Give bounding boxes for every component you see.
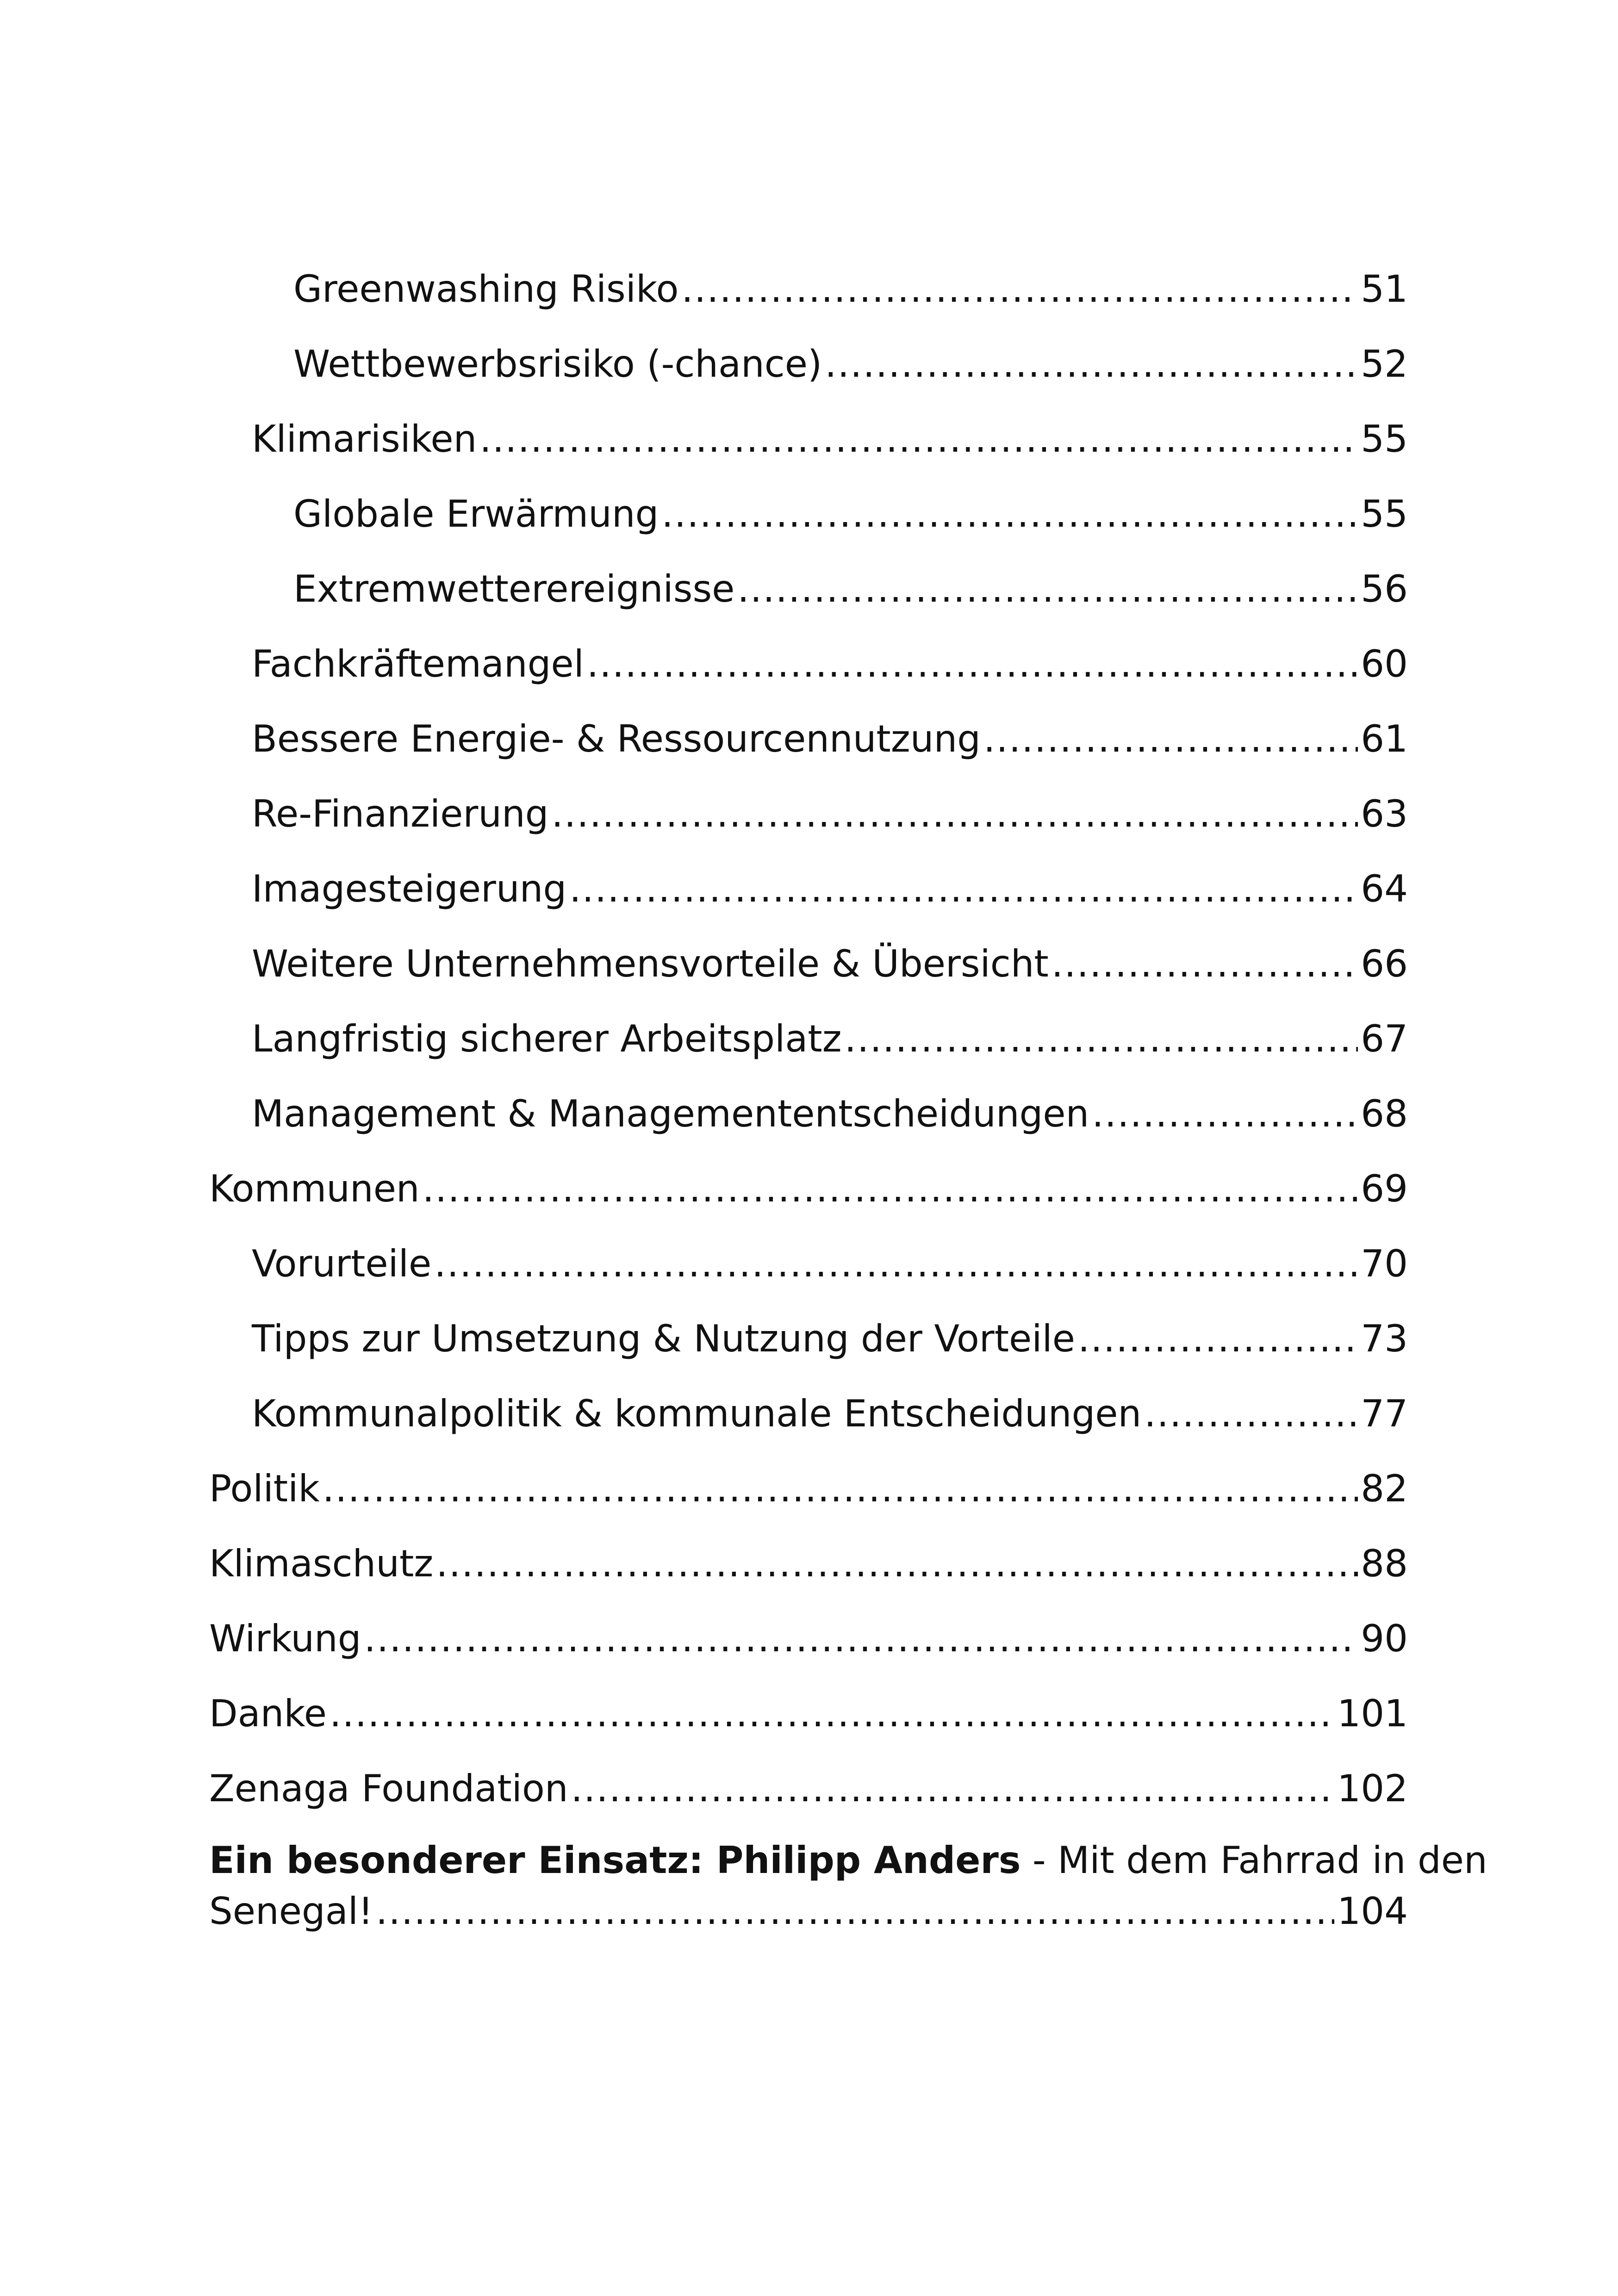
toc-entry — [209, 248, 1408, 311]
toc-entry-title: Danke — [209, 1692, 327, 1735]
toc-entry-title: Extremwetterereignisse — [293, 567, 735, 610]
toc-entry-title: Tipps zur Umsetzung & Nutzung der Vorteile — [252, 1317, 1075, 1360]
toc-leader-dots — [1052, 946, 1358, 983]
toc-leader-dots — [571, 1770, 1335, 1807]
toc-entry-page: 68 — [1361, 1092, 1408, 1135]
toc-entry-page: 104 — [1337, 1890, 1408, 1933]
toc-entry-page: 63 — [1361, 792, 1408, 835]
toc-entry-page: 82 — [1361, 1467, 1408, 1510]
toc-entry-title: Zenaga Foundation — [209, 1767, 568, 1810]
toc-leader-dots — [551, 796, 1358, 833]
toc-entry-page: 67 — [1361, 1017, 1408, 1060]
toc-entry-title: Bessere Energie- & Ressourcennutzung — [252, 717, 981, 760]
toc-entry — [209, 1672, 1408, 1735]
toc-leader-dots — [364, 1620, 1358, 1657]
toc-entry — [209, 1222, 1408, 1285]
toc-entry — [209, 1147, 1408, 1210]
toc-entry-page: 90 — [1361, 1617, 1408, 1660]
toc-entry-title: Management & Managemententscheidungen — [252, 1092, 1089, 1135]
toc-entry — [209, 1522, 1408, 1585]
toc-entry-title: Fachkräftemangel — [252, 642, 584, 685]
toc-leader-dots — [1078, 1320, 1358, 1357]
toc-leader-dots — [423, 1170, 1358, 1207]
toc-entry-page: 69 — [1361, 1167, 1408, 1210]
toc-leader-dots — [825, 346, 1358, 383]
toc-entry-title: Wettbewerbsrisiko (-chance) — [293, 342, 822, 386]
toc-leader-dots — [681, 271, 1358, 308]
toc-entry-page: 51 — [1361, 268, 1408, 311]
toc-entry — [209, 922, 1408, 983]
toc-entry-page: 73 — [1361, 1317, 1408, 1360]
toc-entry-title: Politik — [209, 1467, 320, 1510]
toc-entry-title: Langfristig sicherer Arbeitsplatz — [252, 1017, 842, 1060]
toc-entry — [209, 1372, 1408, 1435]
toc-entry-title: Vorurteile — [252, 1242, 432, 1285]
toc-entry — [209, 1597, 1408, 1660]
toc-entry-page: 56 — [1361, 567, 1408, 610]
toc-entry-final-line-2 — [209, 1879, 1408, 1933]
toc-entry-final-title-cont: Senegal! — [209, 1890, 373, 1933]
toc-leader-dots — [845, 1020, 1358, 1058]
toc-entry — [209, 323, 1408, 386]
toc-entry — [209, 473, 1408, 533]
toc-entry-title: Globale Erwärmung — [293, 492, 659, 535]
toc-entry-page: 70 — [1361, 1242, 1408, 1285]
toc-entry-title: Klimaschutz — [209, 1542, 434, 1585]
toc-entry-page: 88 — [1361, 1542, 1408, 1585]
toc-entry-page: 77 — [1361, 1392, 1408, 1435]
toc-leader-dots — [983, 721, 1358, 758]
toc-leader-dots — [1144, 1395, 1358, 1432]
toc-entry-final-line-1 — [209, 1833, 1487, 1882]
toc-entry-page: 66 — [1361, 942, 1408, 985]
toc-entry-page: 64 — [1361, 867, 1408, 910]
toc-entry-title: Imagesteigerung — [252, 867, 567, 910]
toc-entry-page: 52 — [1361, 342, 1408, 386]
toc-entry — [209, 847, 1408, 908]
toc-entry-title: Weitere Unternehmensvorteile & Übersicht — [252, 942, 1049, 985]
toc-entry — [209, 772, 1408, 833]
toc-entry-final-regular: - Mit dem Fahrrad in den — [1021, 1839, 1487, 1882]
toc-entry-title: Kommunalpolitik & kommunale Entscheidungen — [252, 1392, 1142, 1435]
toc-leader-dots — [436, 1545, 1358, 1582]
toc-leader-dots — [1092, 1095, 1358, 1132]
toc-entry-page: 102 — [1337, 1767, 1408, 1810]
toc-leader-dots — [587, 646, 1358, 683]
toc-entry-final-bold: Ein besonderer Einsatz: Philipp Anders — [209, 1839, 1021, 1882]
toc-entry-page: 60 — [1361, 642, 1408, 685]
toc-leader-dots — [330, 1695, 1334, 1732]
toc-leader-dots — [661, 496, 1358, 533]
toc-entry-page: 55 — [1361, 492, 1408, 535]
toc-entry-page: 101 — [1337, 1692, 1408, 1735]
toc-leader-dots — [323, 1470, 1358, 1507]
toc-entry-title: Wirkung — [209, 1617, 361, 1660]
toc-entry — [209, 1747, 1408, 1810]
toc-entry — [209, 548, 1408, 608]
toc-entry — [209, 622, 1408, 683]
toc-leader-dots — [434, 1245, 1358, 1282]
toc-entry — [209, 697, 1408, 758]
toc-entry — [209, 1072, 1408, 1135]
toc-leader-dots — [376, 1893, 1334, 1930]
toc-entry — [209, 1297, 1408, 1360]
toc-entry-title: Re-Finanzierung — [252, 792, 549, 835]
toc-leader-dots — [569, 871, 1358, 908]
toc-leader-dots — [479, 421, 1358, 458]
toc-entry-title: Kommunen — [209, 1167, 420, 1210]
toc-entry-page: 55 — [1361, 417, 1408, 460]
toc-leader-dots — [737, 571, 1358, 608]
toc-entry — [209, 1447, 1408, 1510]
toc-entry-title: Klimarisiken — [252, 417, 477, 460]
toc-entry — [209, 398, 1408, 458]
toc-entry-final — [209, 1833, 1487, 1933]
toc-entry-page: 61 — [1361, 717, 1408, 760]
toc-entry-title: Greenwashing Risiko — [293, 268, 679, 311]
toc-entry — [209, 997, 1408, 1058]
